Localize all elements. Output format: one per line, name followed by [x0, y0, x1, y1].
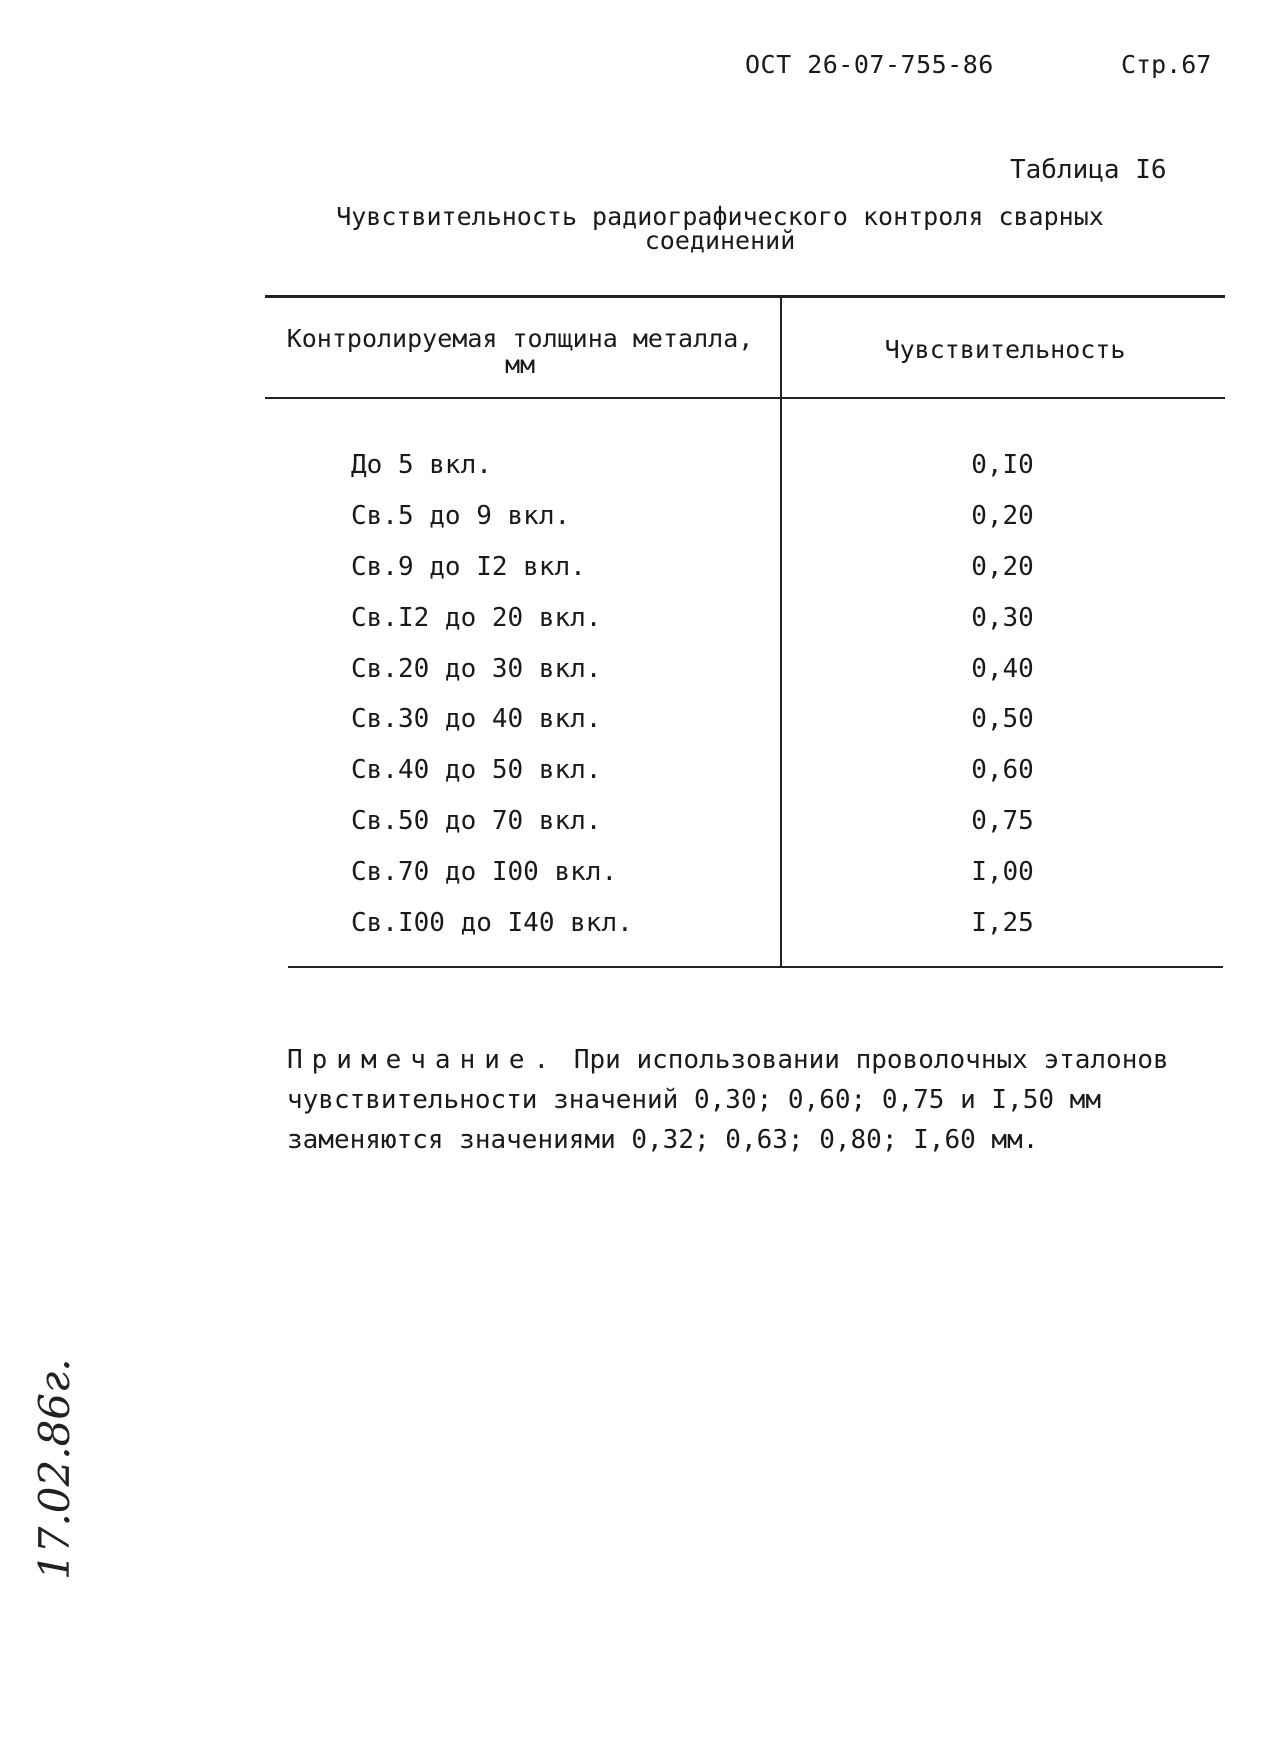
thickness-cell: Св.I00 до I40 вкл.	[351, 907, 633, 938]
table-note	[287, 1040, 1187, 1160]
sensitivity-cell: 0,60	[971, 755, 1034, 786]
thickness-cell: Св.5 до 9 вкл.	[351, 501, 571, 532]
sensitivity-cell: I,25	[971, 907, 1034, 938]
sensitivity-cell: 0,30	[971, 602, 1034, 633]
thickness-cell: Св.50 до 70 вкл.	[351, 805, 602, 836]
table-row	[265, 796, 1225, 847]
table-row	[265, 643, 1225, 694]
note-text: При использовании проволочных эталонов чувствительности значений 0,30; 0,60; 0,75 и I,50 мм заменяются значениями 0,32; 0,63; 0,80; I,60 мм.	[287, 1045, 1169, 1155]
table-row	[265, 745, 1225, 796]
table-row	[265, 491, 1225, 542]
table-bottom-rule	[288, 966, 1223, 968]
sensitivity-cell: 0,50	[971, 704, 1034, 735]
thickness-cell: Св.9 до I2 вкл.	[351, 551, 586, 582]
sensitivity-cell: 0,75	[971, 805, 1034, 836]
thickness-cell: Св.70 до I00 вкл.	[351, 856, 618, 887]
table-row	[265, 542, 1225, 593]
column-header-thickness: Контролируемая толщина металла, мм	[286, 324, 754, 379]
sensitivity-cell: 0,20	[971, 501, 1034, 532]
thickness-cell: Св.40 до 50 вкл.	[351, 755, 602, 786]
table-row	[265, 694, 1225, 745]
note-label: Примечание.	[287, 1045, 559, 1075]
page-number: Стр.67	[1121, 50, 1212, 79]
sensitivity-cell: 0,20	[971, 551, 1034, 582]
thickness-cell: Св.30 до 40 вкл.	[351, 704, 602, 735]
table-row	[265, 846, 1225, 897]
thickness-cell: Св.I2 до 20 вкл.	[351, 602, 602, 633]
table-row	[265, 440, 1225, 491]
table-row	[265, 897, 1225, 948]
table-number: Таблица I6	[1010, 155, 1167, 185]
thickness-cell: До 5 вкл.	[351, 450, 492, 481]
table-title: Чувствительность радиографического контроля сварных соединений	[336, 202, 1104, 255]
table-body	[265, 440, 1225, 948]
document-code: ОСТ 26-07-755-86	[745, 50, 994, 79]
sensitivity-cell: 0,40	[971, 653, 1034, 684]
sensitivity-cell: 0,I0	[971, 450, 1034, 481]
sensitivity-cell: I,00	[971, 856, 1034, 887]
column-header-sensitivity: Чувствительность	[884, 335, 1126, 364]
thickness-cell: Св.20 до 30 вкл.	[351, 653, 602, 684]
table-header-rule	[265, 397, 1225, 399]
table-row	[265, 592, 1225, 643]
table-top-rule	[265, 295, 1225, 298]
margin-handwriting: 17.02.86г.	[30, 1358, 79, 1580]
